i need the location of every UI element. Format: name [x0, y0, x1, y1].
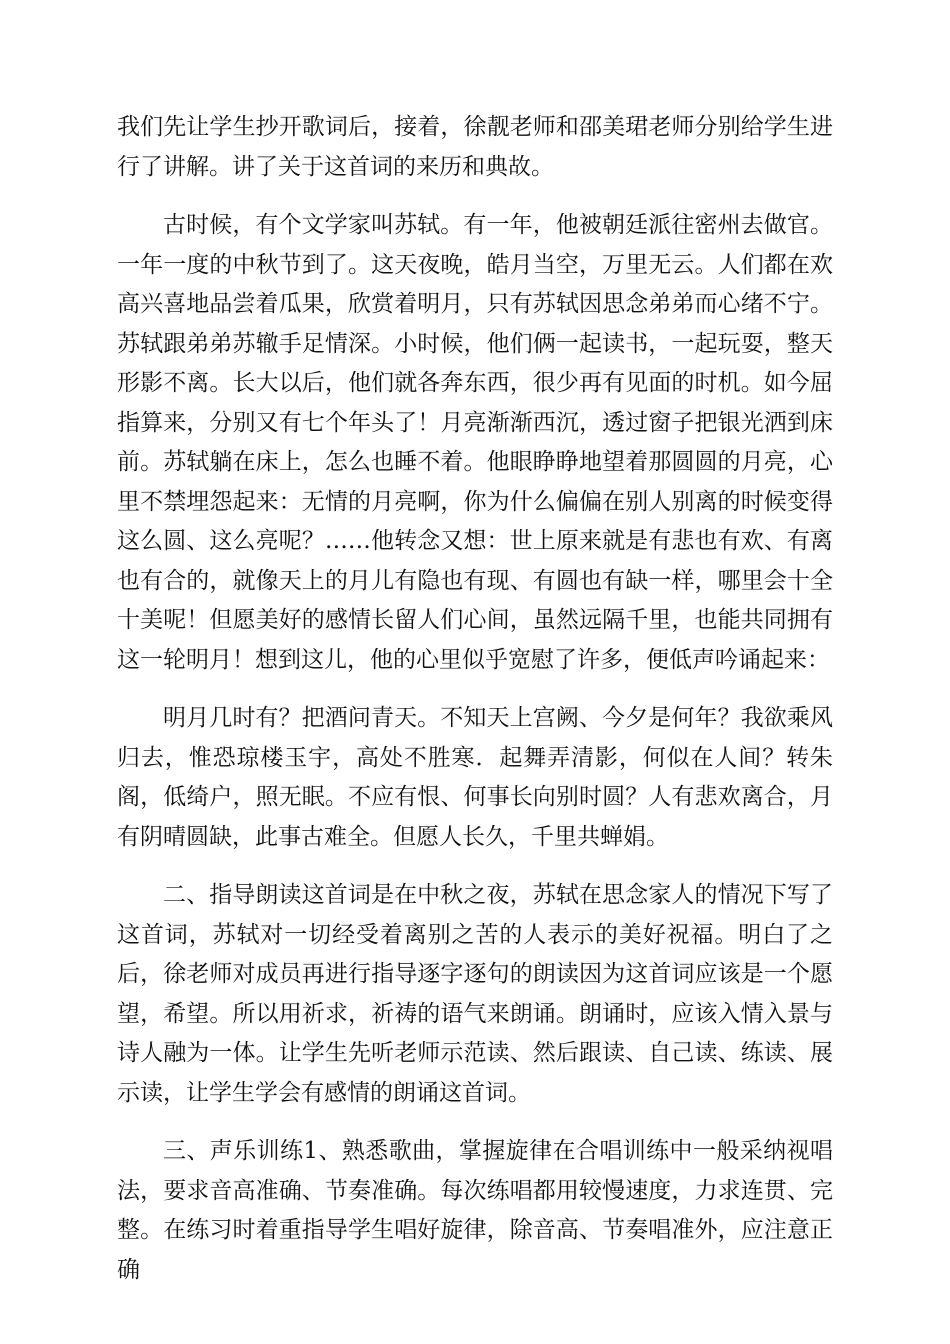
paragraph-reading-guidance: 二、指导朗读这首词是在中秋之夜，苏轼在思念家人的情况下写了这首词，苏轼对一切经受着离别之苦的人表示的美好祝福。明白了之后，徐老师对成员再进行指导逐字逐句的朗读因为这首词应该是一个愿望，希望。所以用祈求，祈祷的语气来朗诵。朗诵时，应该入情入景与诗人融为一体。让学生先听老师示范读、然后跟读、自己读、练读、展示读，让学生学会有感情的朗诵这首词。 [117, 882, 833, 1106]
paragraph-vocal-training: 三、声乐训练1、熟悉歌曲，掌握旋律在合唱训练中一般采纳视唱法，要求音高准确、节奏准确。每次练唱都用较慢速度，力求连贯、完整。在练习时着重指导学生唱好旋律，除音高、节奏唱准外，应注意正确 [117, 1138, 833, 1283]
document-page [117, 108, 833, 1290]
paragraph-su-shi-story: 古时候，有个文学家叫苏轼。有一年，他被朝廷派往密州去做官。一年一度的中秋节到了。这天夜晚，皓月当空，万里无云。人们都在欢高兴喜地品尝着瓜果，欣赏着明月，只有苏轼因思念弟弟而心绪不宁。苏轼跟弟弟苏辙手足情深。小时候，他们俩一起读书，一起玩耍，整天形影不离。长大以后，他们就各奔东西，很少再有见面的时机。如今屈指算来，分别又有七个年头了！月亮渐渐西沉，透过窗子把银光洒到床前。苏轼躺在床上，怎么也睡不着。他眼睁睁地望着那圆圆的月亮，心里不禁埋怨起来：无情的月亮啊，你为什么偏偏在别人别离的时候变得这么圆、这么亮呢？……他转念又想：世上原来就是有悲也有欢、有离也有合的，就像天上的月儿有隐也有现、有圆也有缺一样，哪里会十全十美呢！但愿美好的感情长留人们心间，虽然远隔千里，也能共同拥有这一轮明月！想到这儿，他的心里似乎宽慰了许多，便低声吟诵起来： [117, 212, 833, 673]
paragraph-lyrics-intro: 我们先让学生抄开歌词后，接着，徐靓老师和邵美珺老师分别给学生进行了讲解。讲了关于这首词的来历和典故。 [117, 114, 833, 180]
paragraph-poem: 明月几时有？把酒问青天。不知天上宫阙、今夕是何年？我欲乘风归去，惟恐琼楼玉宇，高处不胜寒．起舞弄清影，何似在人间？转朱阁，低绮户，照无眠。不应有恨、何事长向别时圆？人有悲欢离合，月有阴晴圆缺，此事古难全。但愿人长久，千里共蝉娟。 [117, 705, 833, 850]
